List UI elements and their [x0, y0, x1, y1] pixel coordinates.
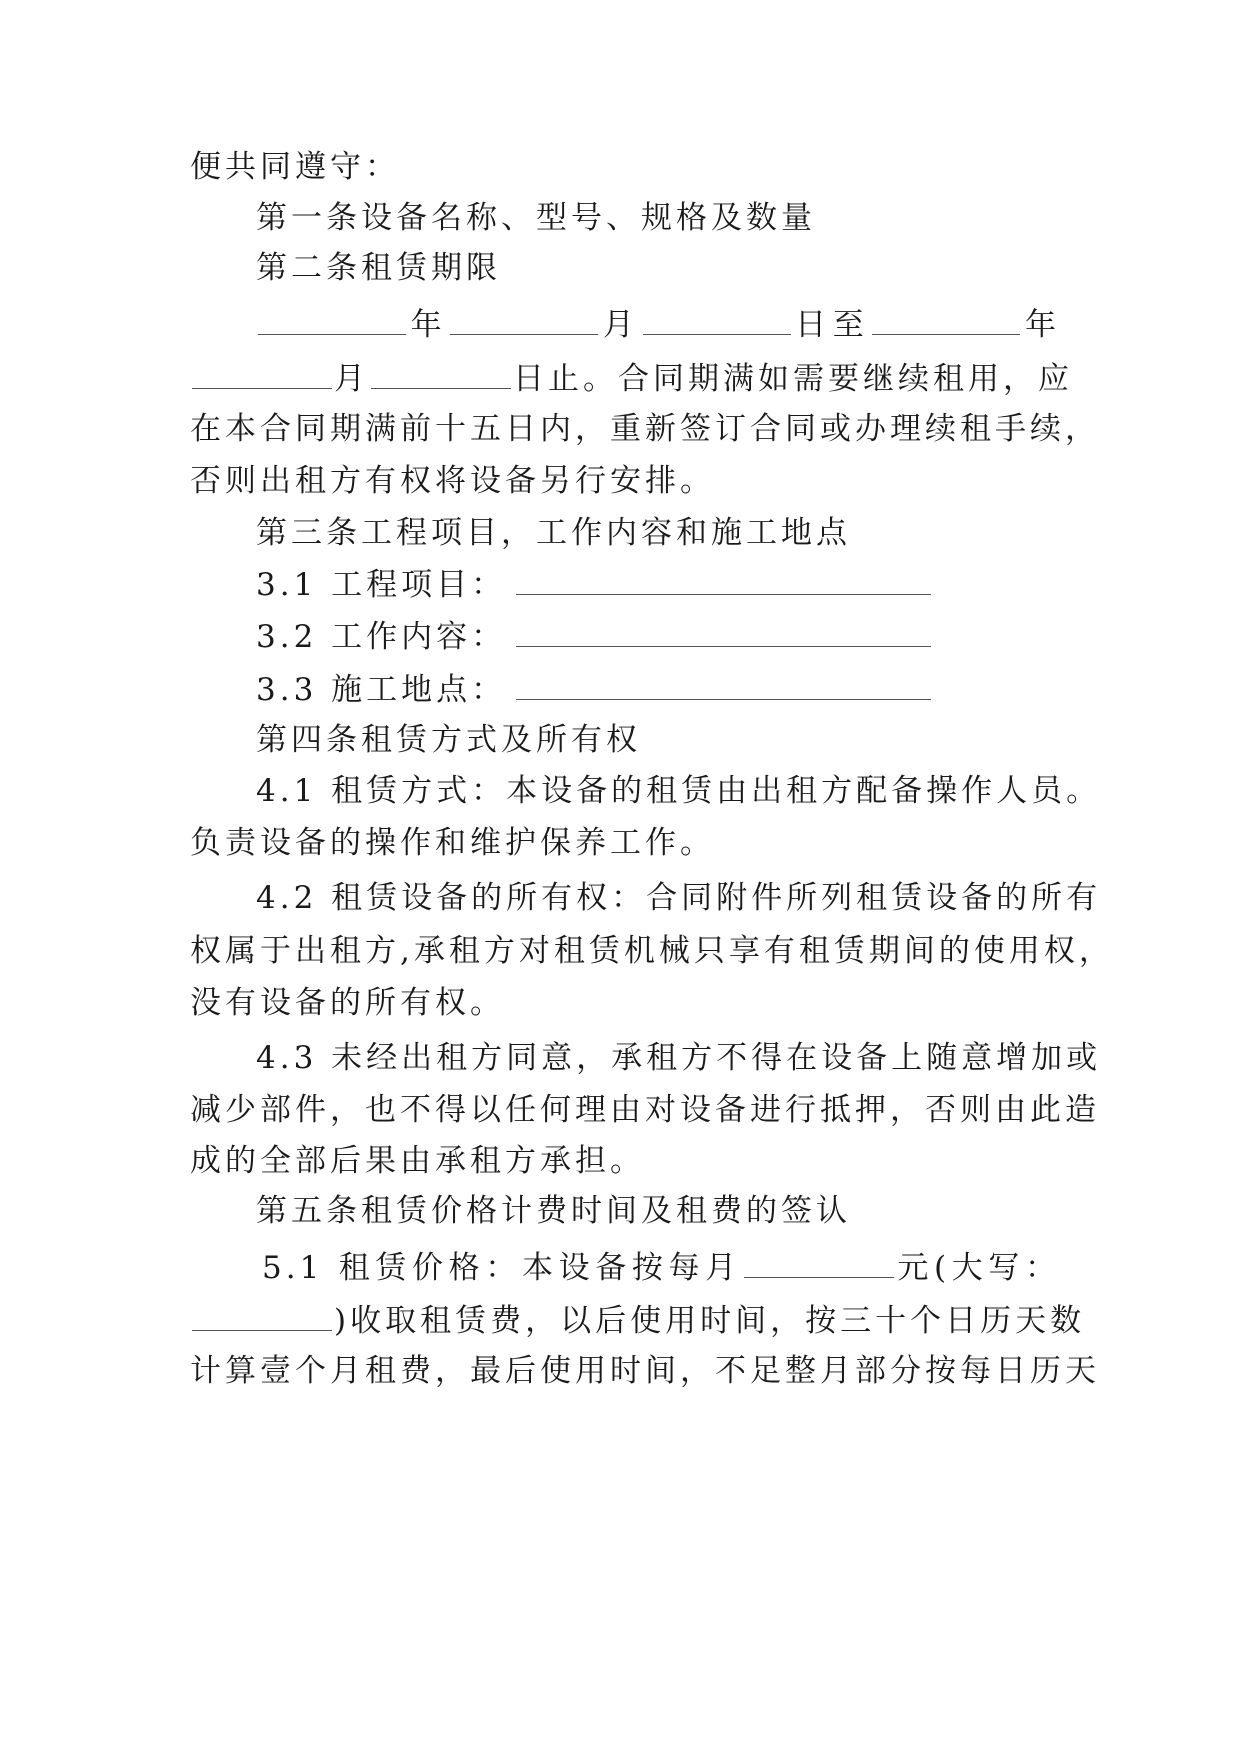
end-month-blank	[192, 352, 332, 389]
label-year-end: 年	[1022, 307, 1060, 343]
end-day-blank	[371, 352, 511, 389]
article-3-heading: 第三条工程项目，工作内容和施工地点	[256, 515, 851, 551]
site-field-line	[256, 663, 1060, 713]
paragraph-line: 否则出租方有权将设备另行安排。	[190, 463, 715, 499]
lease-period-line-2	[190, 352, 1073, 402]
paragraph-line: 计算壹个月租费，最后使用时间，不足整月部分按每日历天	[190, 1353, 1100, 1389]
label-day-end-text: 日止。合同期满如需要继续租用，应	[513, 361, 1073, 397]
price-text: )收取租赁费，以后使用时间，按三十个日历天数	[334, 1303, 1086, 1339]
price-line-2	[190, 1294, 1086, 1344]
paragraph-line: 4.2 租赁设备的所有权：合同附件所列租赁设备的所有	[256, 880, 1102, 916]
paragraph-line: 成的全部后果由承租方承担。	[190, 1143, 645, 1179]
start-day-blank	[643, 298, 791, 335]
price-label: 5.1 租赁价格：本设备按每月	[262, 1250, 742, 1286]
paragraph-line: 4.1 租赁方式：本设备的租赁由出租方配备操作人员。	[256, 773, 1102, 809]
paragraph-line: 权属于出租方,承租方对租赁机械只享有租赁期间的使用权，	[190, 933, 1114, 969]
label-year: 年	[408, 307, 449, 343]
work-content-field-line	[256, 610, 1060, 660]
site-label: 3.3 施工地点：	[256, 672, 507, 708]
paragraph-line: 减少部件，也不得以任何理由对设备进行抵押，否则由此造	[190, 1092, 1100, 1128]
work-content-blank	[516, 610, 931, 647]
article-1-heading: 第一条设备名称、型号、规格及数量	[256, 200, 816, 236]
work-content-label: 3.2 工作内容：	[256, 619, 507, 655]
end-year-blank	[872, 298, 1020, 335]
price-line	[262, 1241, 1060, 1291]
site-blank	[516, 663, 931, 700]
paragraph-line: 在本合同期满前十五日内，重新签订合同或办理续租手续，	[190, 411, 1100, 447]
label-month: 月	[600, 307, 641, 343]
paragraph-line: 便共同遵守：	[190, 149, 400, 185]
price-unit-label: 元(大写：	[895, 1250, 1060, 1286]
start-year-blank	[258, 298, 406, 335]
price-uppercase-blank	[192, 1294, 332, 1331]
project-field-line	[256, 558, 1060, 608]
paragraph-line: 负责设备的操作和维护保养工作。	[190, 825, 715, 861]
paragraph-line: 没有设备的所有权。	[190, 985, 505, 1021]
paragraph-line: 4.3 未经出租方同意，承租方不得在设备上随意增加或	[256, 1040, 1102, 1076]
article-4-heading: 第四条租赁方式及所有权	[256, 722, 641, 758]
article-2-heading: 第二条租赁期限	[256, 250, 501, 286]
monthly-price-blank	[744, 1241, 894, 1278]
label-day-to: 日至	[792, 307, 871, 343]
start-month-blank	[450, 298, 598, 335]
article-5-heading: 第五条租赁价格计费时间及租费的签认	[256, 1193, 851, 1229]
project-label: 3.1 工程项目：	[256, 567, 507, 603]
project-blank	[516, 558, 931, 595]
lease-period-line	[256, 298, 1060, 348]
label-month-end: 月	[334, 361, 369, 397]
